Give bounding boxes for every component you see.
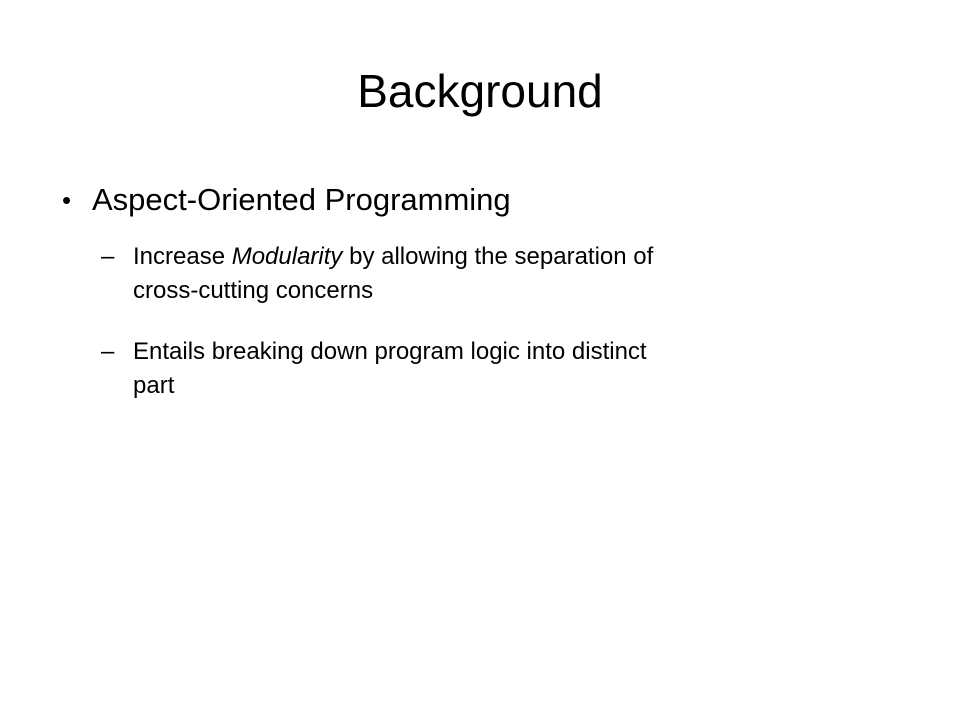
sub-bullet-item [101,335,893,403]
bullet-item [62,177,511,223]
sub-bullet-text: Increase [133,243,232,270]
sub-bullet-line: part [133,372,175,399]
sub-bullet-item [101,240,893,308]
bullet-marker: • [62,185,72,215]
sub-bullet-line: cross-cutting concerns [133,277,374,304]
sub-bullet-marker: – [101,243,115,270]
emphasis-text: Modularity [231,243,343,270]
sub-bullet-line: Entails breaking down program logic into distinct [133,338,647,365]
sub-bullet-text: by allowing the separation of [342,243,654,270]
sub-bullet-marker: – [101,338,115,365]
sub-bullet-line [133,240,893,274]
slide-title: Background [357,65,603,117]
bullet-text: Aspect-Oriented Programming [92,182,511,217]
